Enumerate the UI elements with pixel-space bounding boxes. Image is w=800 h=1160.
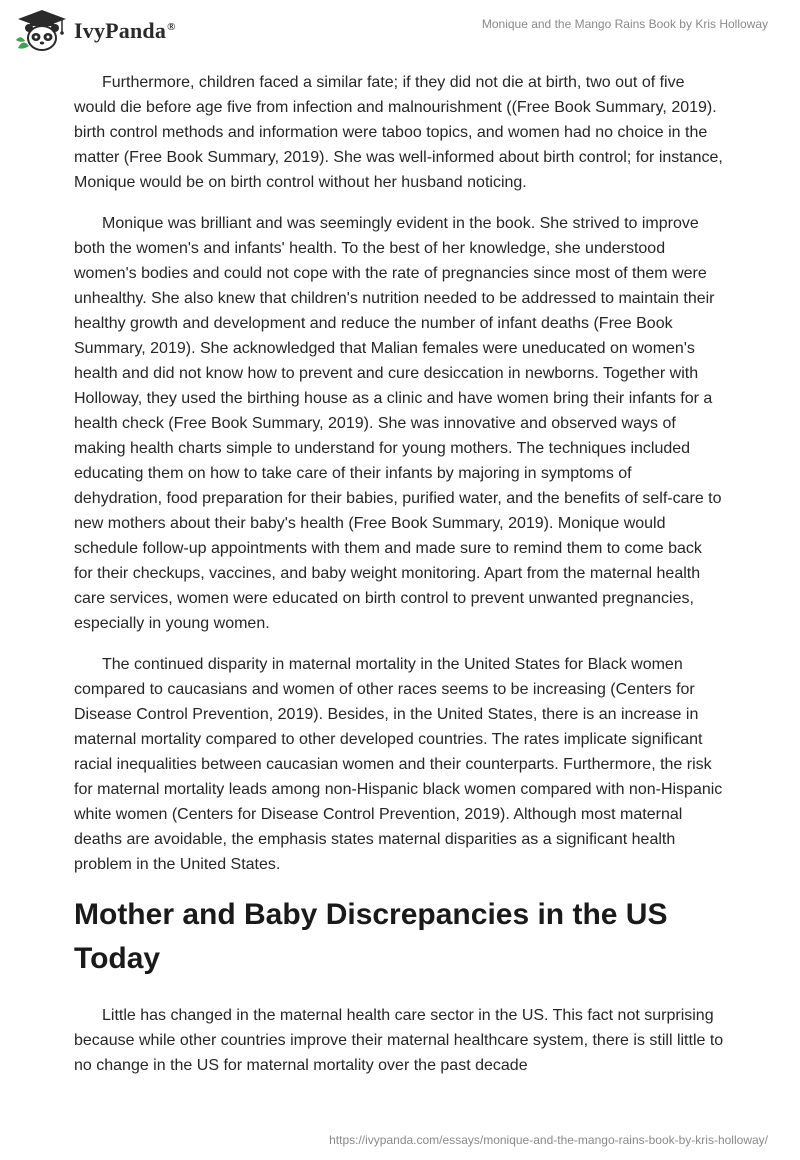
paragraph: The continued disparity in maternal mortality in the United States for Black women compared to caucasians and women of other races seems to be increasing (Centers for Disease Control Prevention, 2019). Besides, in the United States, there is an increase in maternal mortality compared to other developed countries. The rates implicate significant racial inequalities between caucasian women and their counterparts. Furthermore, the risk for maternal mortality leads among non-Hispanic black women compared with non-Hispanic white women (Centers for Disease Control Prevention, 2019). Although most maternal deaths are avoidable, the emphasis states maternal disparities as a significant health problem in the United States.: [74, 656, 723, 873]
essay-content: [74, 70, 724, 1094]
paragraph: Furthermore, children faced a similar fate; if they did not die at birth, two out of five would die before age five from infection and malnourishment ((Free Book Summary, 2019). birth control methods and information were taboo topics, and women had no choice in the matter (Free Book Summary, 2019). She was well-informed about birth control; for instance, Monique would be on birth control without her husband noticing.: [74, 74, 723, 191]
section-heading: Mother and Baby Discrepancies in the US Today: [74, 898, 668, 975]
document-title: Monique and the Mango Rains Book by Kris Holloway: [481, 17, 768, 31]
panda-graduate-icon: [14, 8, 70, 54]
paragraph: Little has changed in the maternal health care sector in the US. This fact not surprising because while other countries improve their maternal healthcare system, there is still little to no change in the US for maternal mortality over the past decade: [74, 1007, 724, 1074]
source-url[interactable]: https://ivypanda.com/essays/monique-and-the-mango-rains-book-by-kris-holloway/: [329, 1133, 768, 1147]
brand-name: IvyPanda®: [74, 18, 176, 43]
paragraph: Monique was brilliant and was seemingly evident in the book. She strived to improve both the women's and infants' health. To the best of her knowledge, she understood women's bodies and could not cope with the rate of pregnancies since most of them were unhealthy. She also knew that children's nutrition needed to be addressed to maintain their healthy growth and development and reduce the number of infant deaths (Free Book Summary, 2019). She acknowledged that Malian females were uneducated on women's health and did not know how to prevent and cure desiccation in newborns. Together with Holloway, they used the birthing house as a clinic and have women bring their infants for a health check (Free Book Summary, 2019). She was innovative and observed ways of making health charts simple to understand for young mothers. The techniques included educating them on how to take care of their infants by majoring in symptoms of dehydration, food preparation for their babies, purified water, and the benefits of self-care to new mothers about their baby's health (Free Book Summary, 2019). Monique would schedule follow-up appointments with them and made sure to remind them to come back for their checkups, vaccines, and baby weight monitoring. Apart from the maternal health care services, women were educated on birth control to prevent unwanted pregnancies, especially in young women.: [74, 215, 722, 632]
ivypanda-logo[interactable]: [14, 8, 176, 54]
page-header: [0, 0, 800, 60]
